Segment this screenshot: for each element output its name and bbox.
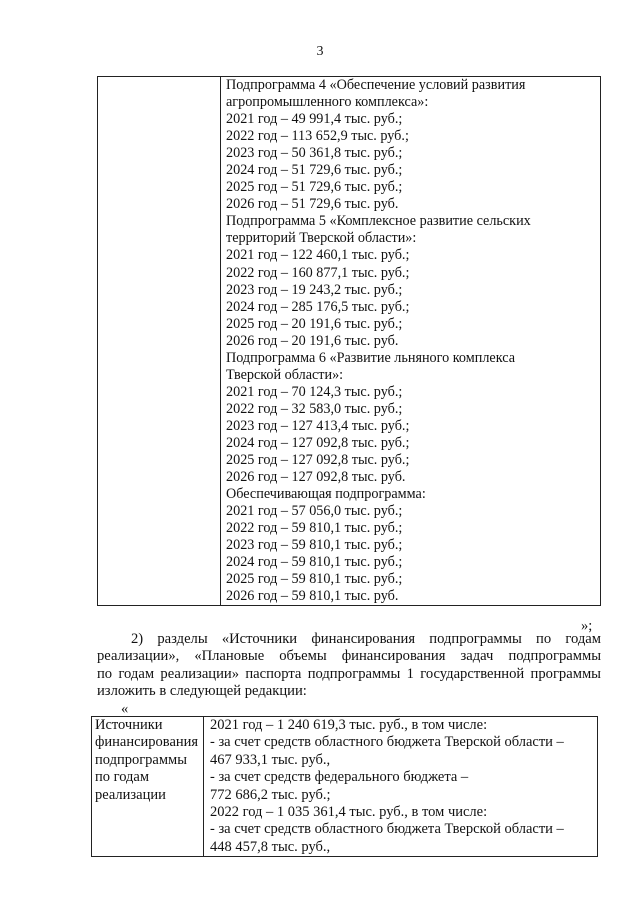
- paragraph-line: по годам реализации» паспорта подпрограммы 1 государственной программы: [97, 665, 601, 682]
- table1-line: 2022 год – 113 652,9 тыс. руб.;: [226, 128, 409, 145]
- table1-line: 2023 год – 127 413,4 тыс. руб.;: [226, 417, 410, 434]
- table2-left-line: реализации: [95, 786, 166, 803]
- table1-line: 2025 год – 20 191,6 тыс. руб.;: [226, 315, 403, 332]
- table1-line: 2022 год – 32 583,0 тыс. руб.;: [226, 400, 403, 417]
- paragraph-line: изложить в следующей редакции:: [97, 682, 307, 699]
- table2-right-line: - за счет средств областного бюджета Тверской области –: [210, 821, 564, 838]
- table2-right-line: - за счет средств федерального бюджета –: [210, 769, 469, 786]
- table1-line: 2021 год – 70 124,3 тыс. руб.;: [226, 383, 403, 400]
- table2-left-line: подпрограммы: [95, 751, 187, 768]
- amendment-paragraph: [97, 631, 601, 700]
- paragraph-line: 2) разделы «Источники финансирования подпрограммы по годам: [131, 631, 601, 647]
- table1-line: 2023 год – 50 361,8 тыс. руб.;: [226, 145, 403, 162]
- table1-line: территорий Тверской области»:: [226, 230, 417, 247]
- paragraph-line: реализации», «Плановые объемы финансирования задач подпрограммы: [97, 648, 601, 665]
- table1-line: 2026 год – 127 092,8 тыс. руб.: [226, 469, 406, 486]
- table1-left-cell: [98, 77, 221, 606]
- closing-quote: »;: [581, 618, 593, 634]
- table2-left-line: финансирования: [95, 734, 199, 751]
- table1-line: 2025 год – 51 729,6 тыс. руб.;: [226, 179, 403, 196]
- table2-right-line: 448 457,8 тыс. руб.,: [210, 838, 331, 855]
- table1-line: 2022 год – 59 810,1 тыс. руб.;: [226, 520, 403, 537]
- table1-line: 2025 год – 59 810,1 тыс. руб.;: [226, 571, 403, 588]
- table1-line: Тверской области»:: [226, 366, 344, 383]
- table1-line: 2022 год – 160 877,1 тыс. руб.;: [226, 264, 410, 281]
- table1-line: 2021 год – 122 460,1 тыс. руб.;: [226, 247, 410, 264]
- table2-right-line: 2021 год – 1 240 619,3 тыс. руб., в том числе:: [210, 717, 488, 733]
- table1-line: 2024 год – 285 176,5 тыс. руб.;: [226, 298, 410, 315]
- table1-line: 2021 год – 49 991,4 тыс. руб.;: [226, 111, 403, 128]
- table1-right-cell: [221, 77, 601, 606]
- table1-line: 2025 год – 127 092,8 тыс. руб.;: [226, 452, 410, 469]
- table1-line: 2026 год – 20 191,6 тыс. руб.: [226, 332, 399, 349]
- table1-line: Обеспечивающая подпрограмма:: [226, 486, 426, 503]
- table2-right-cell: [204, 717, 598, 857]
- table1-line: 2023 год – 59 810,1 тыс. руб.;: [226, 537, 403, 554]
- funding-sources-table: [91, 716, 598, 857]
- table1-line: 2026 год – 51 729,6 тыс. руб.: [226, 196, 399, 213]
- table2-right-line: 2022 год – 1 035 361,4 тыс. руб., в том числе:: [210, 804, 488, 821]
- table1-line: 2026 год – 59 810,1 тыс. руб.: [226, 588, 399, 605]
- funding-table-continued: [97, 76, 601, 606]
- page-number: 3: [316, 44, 324, 59]
- table2-left-line: по годам: [95, 769, 150, 786]
- table1-line: 2024 год – 51 729,6 тыс. руб.;: [226, 162, 403, 179]
- table1-line: 2021 год – 57 056,0 тыс. руб.;: [226, 503, 403, 520]
- table2-right-line: - за счет средств областного бюджета Тверской области –: [210, 734, 564, 751]
- table2-right-line: 467 933,1 тыс. руб.,: [210, 751, 331, 768]
- table1-line: 2023 год – 19 243,2 тыс. руб.;: [226, 281, 403, 298]
- table1-line: агропромышленного комплекса»:: [226, 94, 429, 111]
- table2-right-line: 772 686,2 тыс. руб.;: [210, 786, 331, 803]
- table1-line: Подпрограмма 5 «Комплексное развитие сельских: [226, 213, 531, 230]
- table1-line: 2024 год – 59 810,1 тыс. руб.;: [226, 554, 403, 571]
- table1-line: Подпрограмма 6 «Развитие льняного комплекса: [226, 349, 516, 366]
- table2-left-line: Источники: [95, 717, 163, 733]
- opening-quote: «: [121, 701, 129, 717]
- table1-line: Подпрограмма 4 «Обеспечение условий развития: [226, 77, 526, 93]
- table1-line: 2024 год – 127 092,8 тыс. руб.;: [226, 434, 410, 451]
- table2-left-cell: [92, 717, 204, 857]
